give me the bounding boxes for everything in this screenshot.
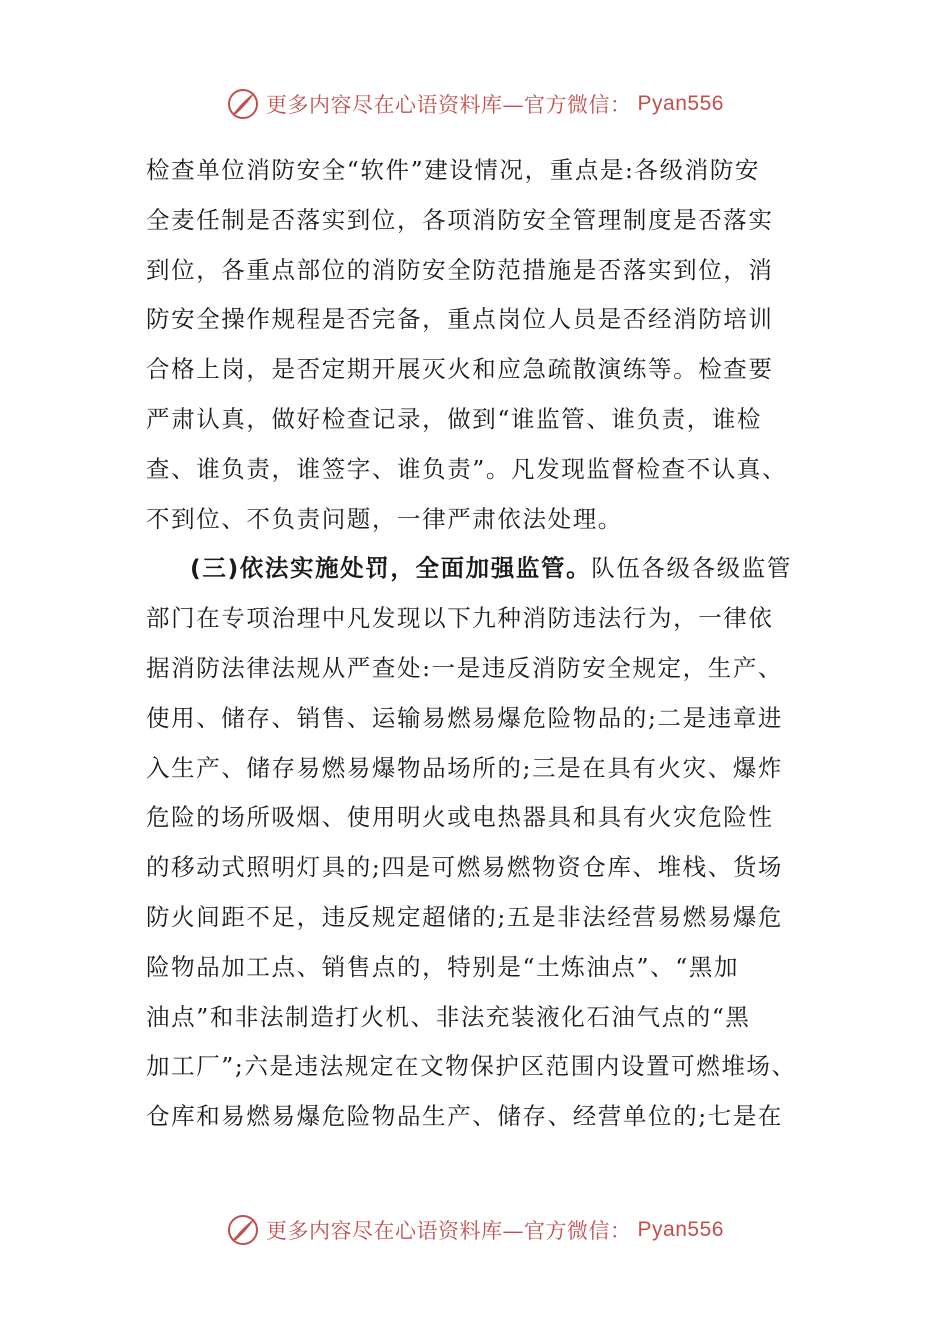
body-line: 全麦任制是否落实到位，各项消防安全管理制度是否落实 [146, 205, 774, 234]
footer-wechat-id: Pyan556 [637, 1218, 724, 1241]
header-banner [0, 82, 950, 126]
header-wechat-id: Pyan556 [637, 92, 724, 115]
section-line: 入生产、储存易燃易爆物品场所的;三是在具有火灾、爆炸 [146, 753, 784, 782]
footer-banner [0, 1208, 950, 1252]
footer-text: 更多内容尽在心语资料库—官方微信： [266, 1219, 632, 1243]
body-line: 严肃认真，做好检查记录，做到“谁监管、谁负责，谁检 [146, 404, 763, 433]
section-line: 使用、储存、销售、运输易燃易爆危险物品的;二是违章进 [146, 703, 784, 732]
header-text: 更多内容尽在心语资料库—官方微信： [266, 93, 632, 117]
section-heading: (三)依法实施处罚，全面加强监管。 [190, 554, 592, 583]
section-first-line-text: 队伍各级各级监管 [591, 554, 792, 583]
section-line: 的移动式照明灯具的;四是可燃易燃物资仓库、堆栈、货场 [146, 853, 784, 882]
body-line: 防安全操作规程是否完备，重点岗位人员是否经消防培训 [146, 305, 774, 334]
section-line: 加工厂”;六是违法规定在文物保护区范围内设置可燃堆场、 [146, 1052, 797, 1081]
section-line: 油点”和非法制造打火机、非法充装液化石油气点的“黑 [146, 1002, 751, 1031]
body-line: 查、谁负责，谁签字、谁负责”。凡发现监督检查不认真、 [146, 454, 788, 483]
section-line: 仓库和易燃易爆危险物品生产、储存、经营单位的;七是在 [146, 1102, 784, 1131]
section-line: 部门在专项治理中凡发现以下九种消防违法行为，一律依 [146, 604, 774, 633]
quill-pen-logo-icon [226, 87, 260, 121]
section-line: 危险的场所吸烟、使用明火或电热器具和具有火灾危险性 [146, 803, 774, 832]
section-line: 防火间距不足，违反规定超储的;五是非法经营易燃易爆危 [146, 902, 784, 931]
body-line: 不到位、不负责问题，一律严肃依法处理。 [146, 504, 623, 533]
section-line: 据消防法律法规从严查处:一是违反消防安全规定，生产、 [146, 653, 784, 682]
document-body [146, 146, 806, 1142]
section-line: 险物品加工点、销售点的，特别是“土炼油点”、“黑加 [146, 952, 740, 981]
body-line: 检查单位消防安全“软件”建设情况，重点是:各级消防安 [146, 156, 761, 184]
section-first-line [146, 544, 806, 594]
body-line: 到位，各重点部位的消防安全防范措施是否落实到位，消 [146, 255, 774, 284]
quill-pen-logo-icon [226, 1213, 260, 1247]
body-line: 合格上岗，是否定期开展灭火和应急疏散演练等。检查要 [146, 355, 774, 384]
